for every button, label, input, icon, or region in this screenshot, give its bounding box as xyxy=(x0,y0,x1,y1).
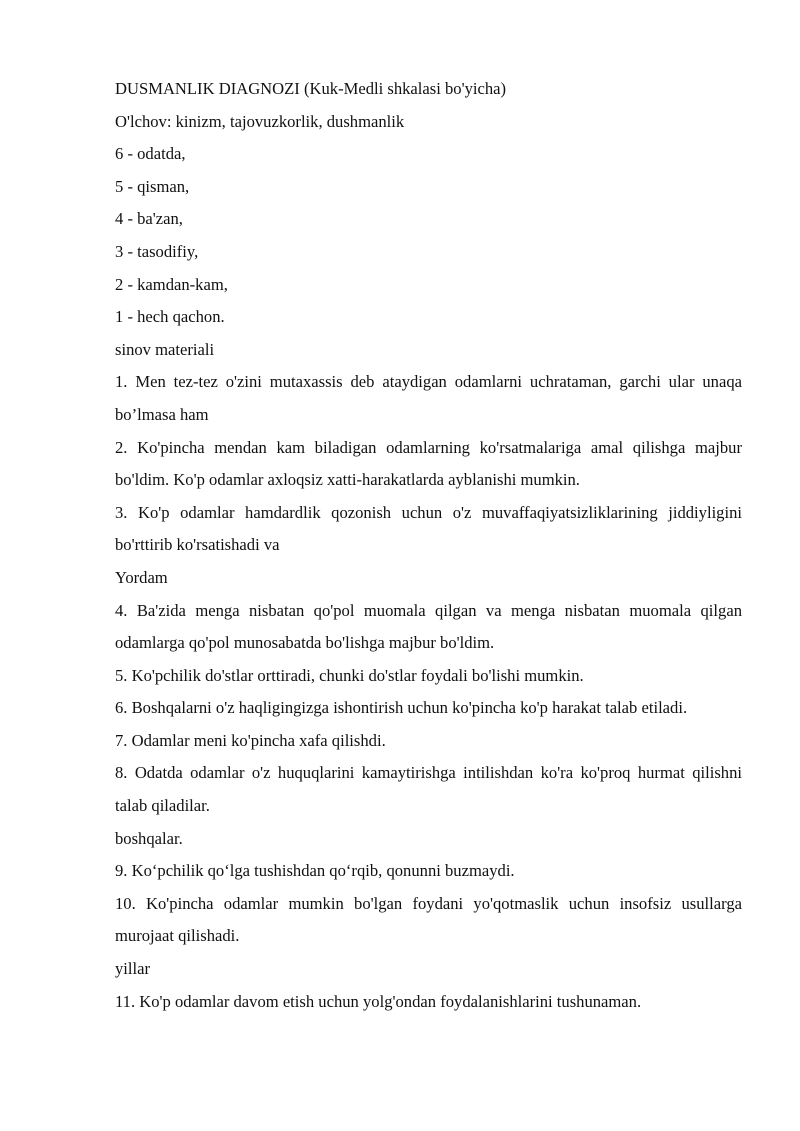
question-item: 10. Ko'pincha odamlar mumkin bo'lgan foydani yo'qotmaslik uchun insofsiz usullarga murojaat qilishadi. xyxy=(115,893,742,946)
question-item: 7. Odamlar meni ko'pincha xafa qilishdi. xyxy=(115,730,386,750)
document-body xyxy=(115,73,742,1018)
measure-line: O'lchov: kinizm, tajovuzkorlik, dushmanlik xyxy=(115,111,405,131)
question-item: 6. Boshqalarni o'z haqligingizga ishontirish uchun ko'pincha ko'p harakat talab etiladi. xyxy=(115,698,688,718)
question-fragment: boshqalar. xyxy=(115,828,183,848)
question-item: 9. Ko‘pchilik qo‘lga tushishdan qo‘rqib, qonunni buzmaydi. xyxy=(115,861,515,881)
question-item: 2. Ko'pincha mendan kam biladigan odamlarning ko'rsatmalariga amal qilishga majbur bo'ldim. Ko'p odamlar axloqsiz xatti-harakatlarda ayblanishi mumkin. xyxy=(115,437,742,490)
document-title: DUSMANLIK DIAGNOZI (Kuk-Medli shkalasi bo'yicha) xyxy=(115,79,507,98)
scale-item: 3 - tasodifiy, xyxy=(115,241,199,261)
scale-item: 5 - qisman, xyxy=(115,176,190,196)
question-item: 11. Ko'p odamlar davom etish uchun yolg'ondan foydalanishlarini tushunaman. xyxy=(115,991,642,1011)
scale-item: 4 - ba'zan, xyxy=(115,209,183,229)
question-item: 5. Ko'pchilik do'stlar orttiradi, chunki do'stlar foydali bo'lishi mumkin. xyxy=(115,665,584,685)
question-fragment: Yordam xyxy=(115,567,168,587)
question-item: 4. Ba'zida menga nisbatan qo'pol muomala qilgan va menga nisbatan muomala qilgan odamlarga qo'pol munosabatda bo'lishga majbur bo'ldim. xyxy=(115,600,742,653)
question-fragment: yillar xyxy=(115,959,151,979)
question-item: 8. Odatda odamlar o'z huquqlarini kamaytirishga intilishdan ko'ra ko'proq hurmat qilishni talab qiladilar. xyxy=(115,763,742,816)
question-item: 1. Men tez-tez o'zini mutaxassis deb ataydigan odamlarni uchrataman, garchi ular unaqa bo’lmasa ham xyxy=(115,372,742,424)
question-item: 3. Ko'p odamlar hamdardlik qozonish uchun o'z muvaffaqiyatsizliklarining jiddiyligini bo'rttirib ko'rsatishadi va xyxy=(115,502,742,555)
scale-item: 6 - odatda, xyxy=(115,144,186,164)
scale-item: 1 - hech qachon. xyxy=(115,307,225,327)
scale-item: 2 - kamdan-kam, xyxy=(115,274,228,294)
materials-label: sinov materiali xyxy=(115,339,215,359)
